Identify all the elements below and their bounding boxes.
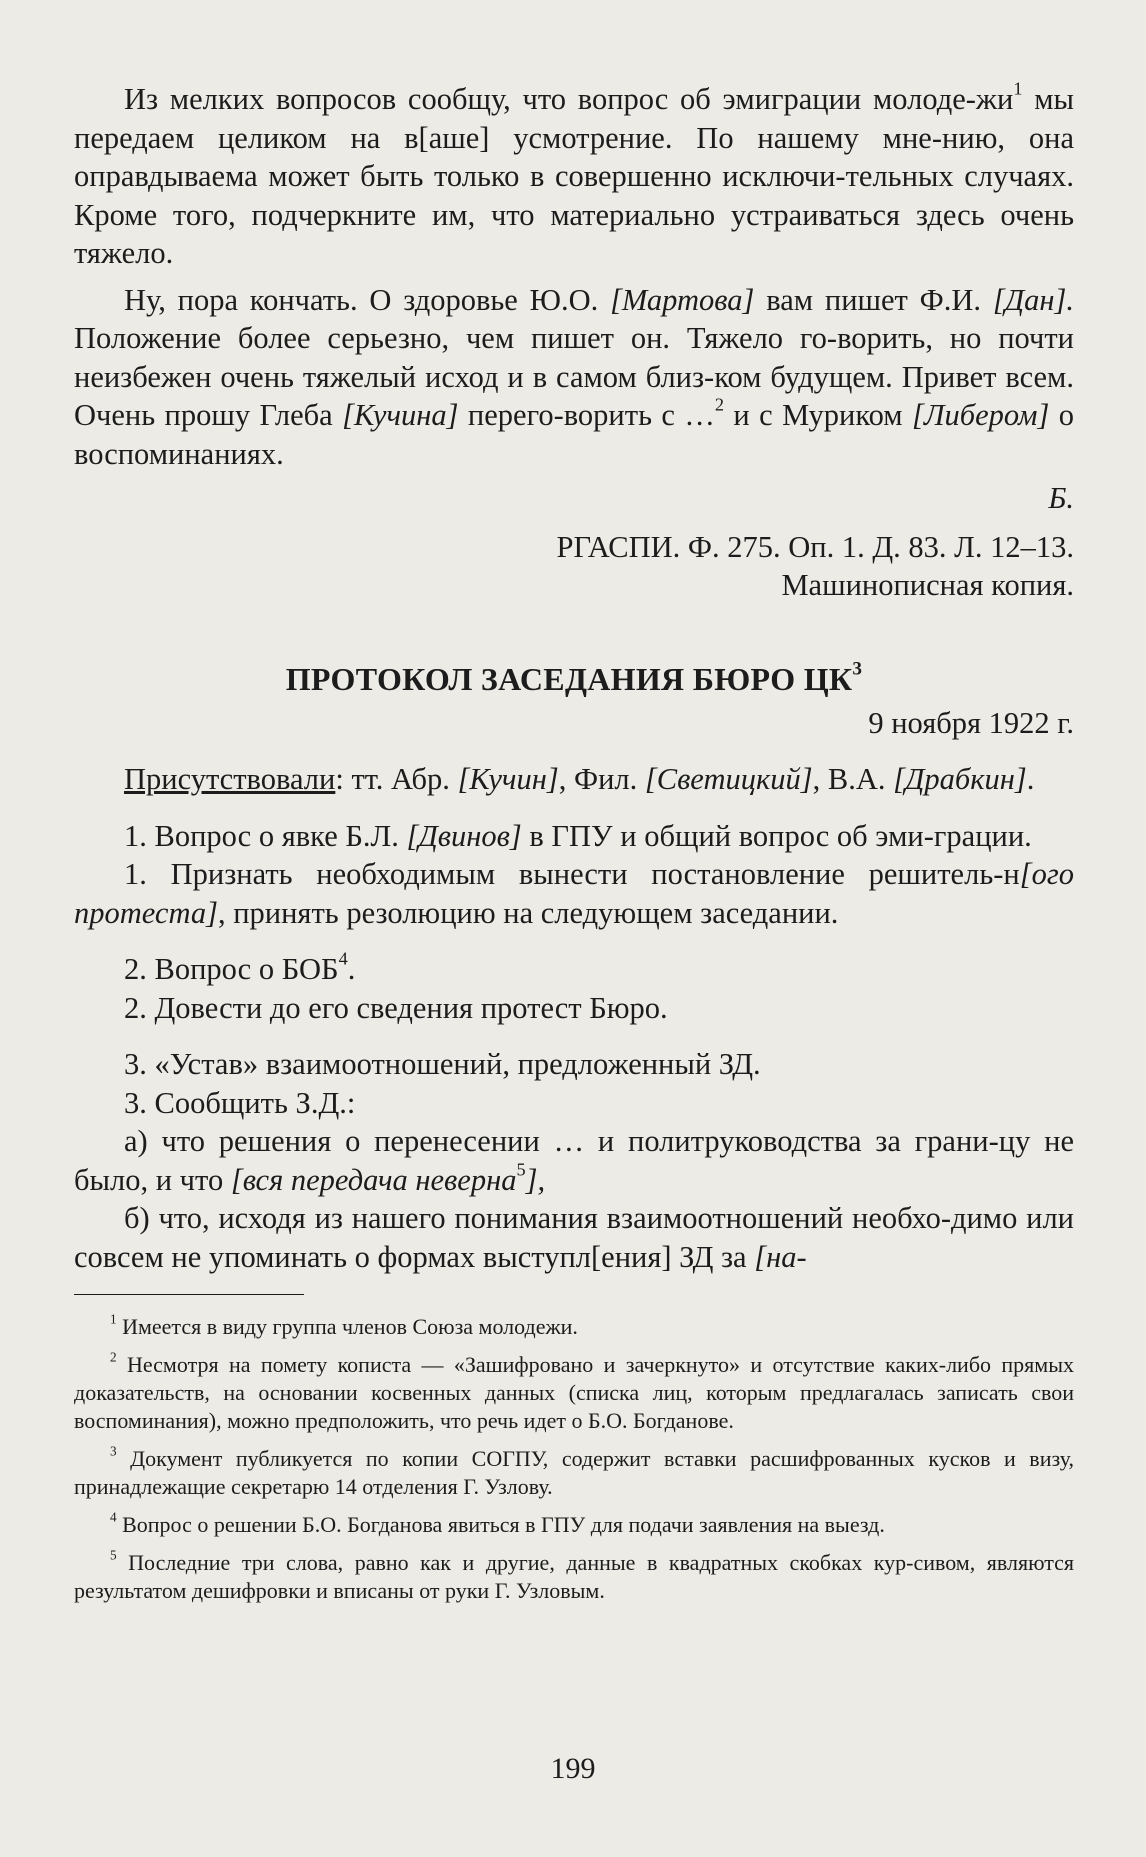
- resolution-1: 1. Признать необходимым вынести постановление решитель-н[ого протеста], принять резолюцию на следующем заседании.: [74, 857, 1074, 930]
- resolution-3b: б) что, исходя из нашего понимания взаимоотношений необхо-димо или совсем не упоминать о формах выступл[ения] ЗД за [на-: [74, 1201, 1074, 1274]
- footnote-ref-2: 2: [714, 394, 725, 415]
- text-block: [74, 80, 1074, 1615]
- archive-reference: РГАСПИ. Ф. 275. Оп. 1. Д. 83. Л. 12–13.: [556, 529, 1074, 564]
- page-number: 199: [550, 1752, 596, 1785]
- footnote-4: $^4$ Вопрос о решении Б.О. Богданова явиться в ГПУ для подачи заявления на выезд.: [110, 1509, 885, 1537]
- attendees: Присутствовали: тт. Абр. [Кучин], Фил. [Светицкий], В.А. [Драбкин].: [124, 762, 1035, 796]
- agenda-item-2: 2. Вопрос о БОБ$^4$.: [124, 948, 356, 986]
- paragraph-emigration: Из мелких вопросов сообщу, что вопрос об эмиграции молоде-$жи^1$ мы передаем целиком на в[аше] усмотрение. По нашему мне-нию, она оправдываема может быть только в совершенно исключи-тельных случаях. Кроме того, подчеркните им, что материально устраиваться здесь очень тяжело.: [74, 78, 1074, 270]
- paragraph-health: Ну, пора кончать. О здоровье Ю.О. [Мартова] вам пишет Ф.И. [Дан]. Положение более серьезно, чем пишет он. Тяжело го-ворить, но почти неизбежен очень тяжелый исход и в самом близ-ком будущем. Привет всем. Очень прошу Глеба [Кучина] перего-ворить с …$^2$ и с Муриком [Либером] о воспоминаниях.: [74, 282, 1074, 471]
- footnote-3: $^3$ Документ публикуется по копии СОГПУ, содержит вставки расшифрованных кусков и визу, принадлежащие секретарю 14 отделения Г. Узлову.: [74, 1443, 1074, 1499]
- footnote-ref-4: 4: [338, 948, 348, 969]
- footnote-divider: [74, 1294, 304, 1295]
- footnote-5: $^5$ Последние три слова, равно как и другие, данные в квадратных скобках кур-сивом, являются результатом дешифровки и вписаны от руки Г. Узловым.: [74, 1547, 1074, 1603]
- footnote-ref-1: 1: [1013, 78, 1023, 99]
- footnote-ref-3: 3: [852, 658, 863, 680]
- resolution-3a: а) что решения о перенесении … и политруководства за грани-цу не было, и что [вся передача неверна$^5$],: [74, 1124, 1074, 1197]
- protocol-date: 9 ноября 1922 г.: [868, 705, 1074, 740]
- footnote-1: $^1$ Имеется в виду группа членов Союза молодежи.: [110, 1311, 578, 1339]
- resolution-2: 2. Довести до его сведения протест Бюро.: [124, 990, 668, 1025]
- resolution-3: 3. Сообщить З.Д.:: [124, 1085, 356, 1120]
- agenda-item-1: 1. Вопрос о явке Б.Л. [Двинов] в ГПУ и общий вопрос об эми-грации.: [124, 818, 1032, 853]
- footnote-ref-5: 5: [516, 1158, 526, 1179]
- protocol-title: ПРОТОКОЛ ЗАСЕДАНИЯ БЮРО $ЦК^3$: [285, 658, 863, 697]
- footnote-2: $^2$ Несмотря на помету кописта — «Зашифровано и зачеркнуто» и отсутствие каких-либо прямых доказательств, на основании косвенных данных (списка лиц, которым предлагалась записать свои воспоминания), можно предположить, что речь идет о Б.О. Богданове.: [74, 1349, 1074, 1433]
- attendees-label: Присутствовали: [124, 762, 336, 796]
- archive-note: Машинописная копия.: [781, 568, 1074, 602]
- agenda-item-3: 3. «Устав» взаимоотношений, предложенный ЗД.: [124, 1047, 761, 1081]
- signature: Б.: [1048, 481, 1074, 515]
